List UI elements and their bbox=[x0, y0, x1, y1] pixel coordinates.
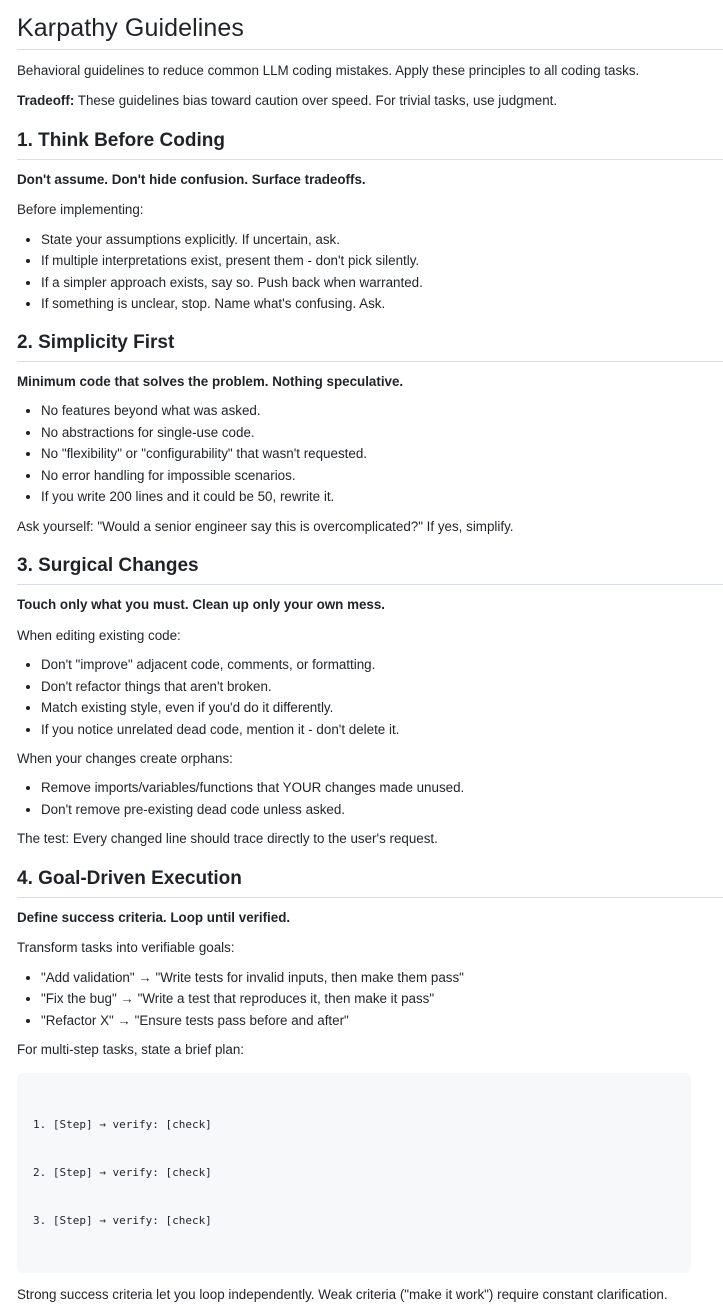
list-item: • "Add validation" → "Write tests for invalid inputs, then make them pass" bbox=[41, 967, 723, 989]
list-item: • If you notice unrelated dead code, mention it - don't delete it. bbox=[41, 719, 723, 741]
section-2-lead: Minimum code that solves the problem. Nothing speculative. bbox=[17, 373, 404, 389]
section-3-closing: The test: Every changed line should trace directly to the user's request. bbox=[17, 831, 438, 847]
list-item: • If you write 200 lines and it could be 50, rewrite it. bbox=[41, 486, 723, 508]
list-item: • If something is unclear, stop. Name what's confusing. Ask. bbox=[41, 293, 723, 315]
list-item: • If a simpler approach exists, say so. Push back when warranted. bbox=[41, 272, 723, 294]
section-3-intro: When editing existing code: bbox=[17, 627, 181, 643]
section-2-closing: Ask yourself: "Would a senior engineer say this is overcomplicated?" If yes, simplify. bbox=[17, 518, 514, 534]
list-item: • "Fix the bug" → "Write a test that reproduces it, then make it pass" bbox=[41, 988, 723, 1010]
list-item: • No abstractions for single-use code. bbox=[41, 422, 723, 444]
list-item: • Don't remove pre-existing dead code unless asked. bbox=[41, 799, 723, 821]
list-item: • Don't refactor things that aren't broken. bbox=[41, 676, 723, 698]
list-item: • "Refactor X" → "Ensure tests pass before and after" bbox=[41, 1010, 723, 1032]
section-4-closing: Strong success criteria let you loop independently. Weak criteria ("make it work") require constant clarification. bbox=[17, 1286, 668, 1302]
section-3-heading: 3. Surgical Changes bbox=[17, 548, 723, 585]
tradeoff-label: Tradeoff: bbox=[17, 93, 75, 109]
code-line: 2. [Step] → verify: [check] bbox=[33, 1165, 212, 1179]
section-4-list bbox=[17, 967, 723, 1032]
list-item: • Match existing style, even if you'd do it differently. bbox=[41, 697, 723, 719]
section-3-orphans-list bbox=[17, 777, 723, 820]
page-title: Karpathy Guidelines bbox=[17, 0, 723, 50]
section-3-orphans-intro: When your changes create orphans: bbox=[17, 751, 233, 766]
section-1-intro: Before implementing: bbox=[17, 202, 144, 218]
section-1-list bbox=[17, 229, 723, 315]
list-item: • If multiple interpretations exist, present them - don't pick silently. bbox=[41, 250, 723, 272]
section-4-heading: 4. Goal-Driven Execution bbox=[17, 861, 723, 898]
code-line: 1. [Step] → verify: [check] bbox=[33, 1117, 212, 1131]
code-line: 3. [Step] → verify: [check] bbox=[33, 1213, 212, 1227]
tradeoff-note bbox=[17, 91, 723, 110]
section-4-intro: Transform tasks into verifiable goals: bbox=[17, 940, 235, 956]
list-item: • State your assumptions explicitly. If uncertain, ask. bbox=[41, 229, 723, 251]
tradeoff-text: These guidelines bias toward caution over speed. For trivial tasks, use judgment. bbox=[77, 93, 558, 109]
section-4-lead: Define success criteria. Loop until verified. bbox=[17, 909, 291, 925]
section-2-list bbox=[17, 400, 723, 508]
list-item: • No features beyond what was asked. bbox=[41, 400, 723, 422]
list-item: • Don't "improve" adjacent code, comments, or formatting. bbox=[41, 654, 723, 676]
section-4-plan-intro: For multi-step tasks, state a brief plan: bbox=[17, 1042, 244, 1058]
section-3-list bbox=[17, 654, 723, 740]
list-item: • No "flexibility" or "configurability" that wasn't requested. bbox=[41, 443, 723, 465]
section-1-lead: Don't assume. Don't hide confusion. Surface tradeoffs. bbox=[17, 171, 366, 187]
list-item: • No error handling for impossible scenarios. bbox=[41, 465, 723, 487]
list-item: • Remove imports/variables/functions that YOUR changes made unused. bbox=[41, 777, 723, 799]
intro-text: Behavioral guidelines to reduce common LLM coding mistakes. Apply these principles to all coding tasks. bbox=[17, 63, 640, 78]
plan-code-block bbox=[17, 1073, 691, 1273]
section-1-heading: 1. Think Before Coding bbox=[17, 123, 723, 160]
section-2-heading: 2. Simplicity First bbox=[17, 325, 723, 362]
section-3-lead: Touch only what you must. Clean up only your own mess. bbox=[17, 597, 386, 613]
